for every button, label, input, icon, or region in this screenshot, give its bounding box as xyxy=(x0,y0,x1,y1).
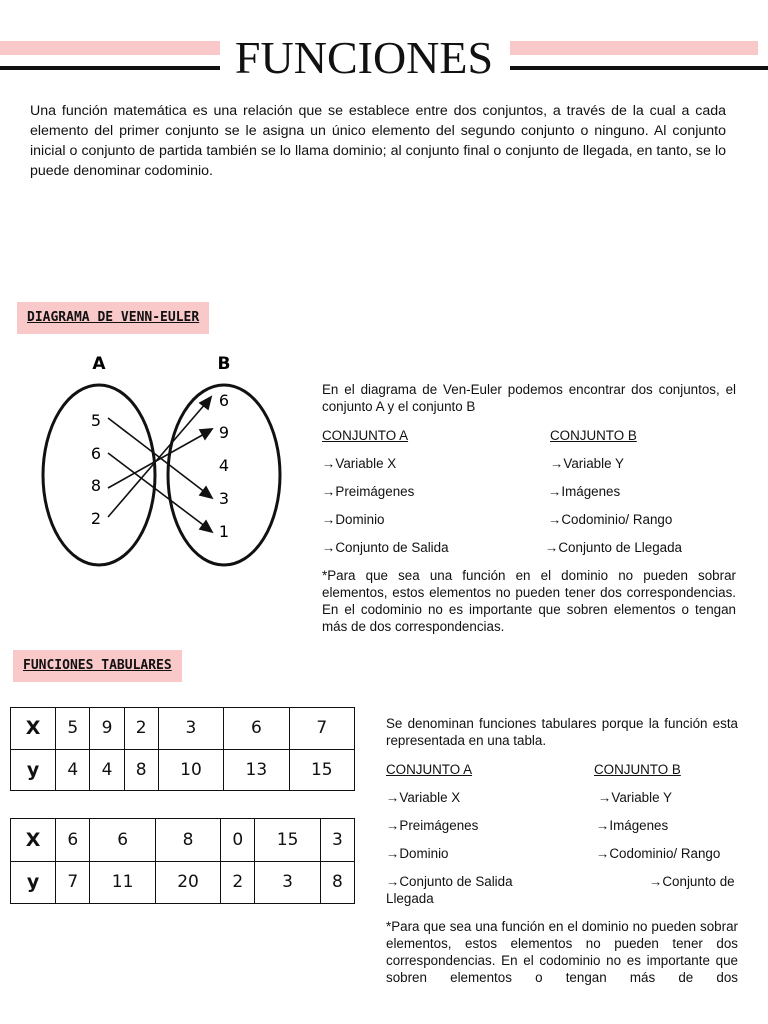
table-cell: 3 xyxy=(158,708,223,750)
section-label-venn: DIAGRAMA DE VENN-EULER xyxy=(17,302,209,334)
venn-col-a-item: →Preimágenes xyxy=(322,484,415,499)
table-row xyxy=(11,708,355,750)
tabular-col-b-item: →Conjunto de xyxy=(649,874,735,889)
tabular-col-b-heading: CONJUNTO B xyxy=(594,762,681,777)
table-cell: 15 xyxy=(255,819,320,862)
venn-diagram xyxy=(30,345,290,575)
table-row xyxy=(11,861,355,904)
table-cell: 8 xyxy=(155,819,220,862)
set-a-element: 6 xyxy=(90,444,102,463)
venn-col-b-item: →Imágenes xyxy=(548,484,621,499)
table-cell: 2 xyxy=(221,861,255,904)
set-a-element: 5 xyxy=(90,411,102,430)
table-cell: 0 xyxy=(221,819,255,862)
table-cell: 6 xyxy=(56,819,90,862)
table-x-label: X xyxy=(11,708,56,750)
set-b-element: 3 xyxy=(218,489,230,508)
table-cell: 7 xyxy=(289,708,354,750)
tabular-note: *Para que sea una función en el dominio no pueden sobrar elementos, estos elementos no pueden tener dos correspondencias. En el codominio no es importante que sobren elementos o tengan más de dos xyxy=(386,919,738,985)
table-cell: 9 xyxy=(90,708,124,750)
table-row xyxy=(11,819,355,862)
table-y-label: y xyxy=(11,861,56,904)
table-cell: 15 xyxy=(289,749,354,791)
table-cell: 20 xyxy=(155,861,220,904)
arrow-head xyxy=(200,429,212,439)
set-b-element: 9 xyxy=(218,423,230,442)
venn-description: En el diagrama de Ven-Euler podemos encontrar dos conjuntos, el conjunto A y el conjunto B xyxy=(322,382,736,414)
page-title: FUNCIONES xyxy=(234,32,494,83)
table-cell: 4 xyxy=(56,749,90,791)
table-x-label: X xyxy=(11,819,56,862)
header-band-right-pink xyxy=(510,41,758,55)
tabular-description: Se denominan funciones tabulares porque la función esta representada en una tabla. xyxy=(386,716,738,748)
intro-paragraph: Una función matemática es una relación que se establece entre dos conjuntos, a través de la cual a cada elemento del primer conjunto se le asigna un único elemento del segundo conjunto o ninguno. Al conjunto inicial o conjunto de partida también se lo llama dominio; al conjunto final o conjunto de llegada, en tanto, se lo puede denominar codominio. xyxy=(30,103,726,179)
mapping-arrow xyxy=(108,418,206,493)
mapping-arrow xyxy=(108,403,206,517)
table-cell: 6 xyxy=(224,708,289,750)
set-b-element: 1 xyxy=(218,522,230,541)
set-a-element: 2 xyxy=(90,509,102,528)
header-band-left-line xyxy=(0,66,220,70)
set-b-element: 4 xyxy=(218,456,230,475)
set-b-label: B xyxy=(217,354,231,374)
table-cell: 7 xyxy=(56,861,90,904)
venn-note: *Para que sea una función en el dominio no pueden sobrar elementos, estos elementos no pueden tener dos correspondencias. En el codominio no es importante que sobren elementos o tengan más de dos correspondencias. xyxy=(322,568,736,634)
section-label-tabular: FUNCIONES TABULARES xyxy=(13,650,182,682)
tabular-col-b-item: →Imágenes xyxy=(596,818,669,833)
table-cell: 2 xyxy=(124,708,158,750)
set-a-label: A xyxy=(92,354,106,374)
table-y-label: y xyxy=(11,749,56,791)
header-band-left-pink xyxy=(0,41,220,55)
venn-col-b-heading: CONJUNTO B xyxy=(550,428,637,443)
tabular-col-b-item: →Variable Y xyxy=(598,790,672,805)
set-a-element: 8 xyxy=(90,476,102,495)
table-cell: 13 xyxy=(224,749,289,791)
mapping-arrow xyxy=(108,453,206,527)
tabular-wrap-word: Llegada xyxy=(386,891,434,906)
tabular-col-a-heading: CONJUNTO A xyxy=(386,762,473,777)
table-cell: 10 xyxy=(158,749,223,791)
table-cell: 5 xyxy=(56,708,90,750)
table-cell: 8 xyxy=(320,861,354,904)
table-cell: 8 xyxy=(124,749,158,791)
venn-col-b-item: →Variable Y xyxy=(550,456,624,471)
table-cell: 6 xyxy=(90,819,155,862)
set-b-element: 6 xyxy=(218,391,230,410)
venn-col-a-item: →Dominio xyxy=(322,512,385,527)
venn-col-b-item: →Conjunto de Llegada xyxy=(545,540,682,555)
table-cell: 11 xyxy=(90,861,155,904)
table-cell: 4 xyxy=(90,749,124,791)
arrow-head xyxy=(200,521,212,532)
tabular-col-a-item: →Dominio xyxy=(386,846,449,861)
venn-col-a-item: →Variable X xyxy=(322,456,397,471)
table-row xyxy=(11,749,355,791)
table-1 xyxy=(10,707,355,791)
header-band-right-line xyxy=(510,66,768,70)
table-2 xyxy=(10,818,355,904)
arrow-head xyxy=(200,487,212,498)
venn-col-a-item: →Conjunto de Salida xyxy=(322,540,449,555)
tabular-col-a-item: →Preimágenes xyxy=(386,818,479,833)
tabular-col-b-item: →Codominio/ Rango xyxy=(596,846,721,861)
venn-col-b-item: →Codominio/ Rango xyxy=(548,512,673,527)
tabular-col-a-item: →Conjunto de Salida xyxy=(386,874,513,889)
venn-col-a-heading: CONJUNTO A xyxy=(322,428,409,443)
tabular-col-a-item: →Variable X xyxy=(386,790,461,805)
table-cell: 3 xyxy=(255,861,320,904)
table-cell: 3 xyxy=(320,819,354,862)
